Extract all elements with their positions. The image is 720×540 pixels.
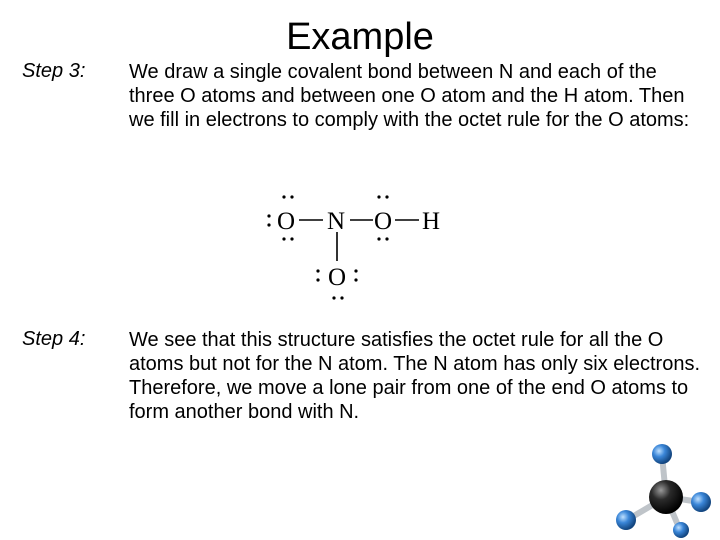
step-4-label: Step 4:	[22, 328, 86, 350]
atom-right-oxygen: O	[374, 208, 393, 235]
step-3-label: Step 3:	[22, 60, 86, 82]
molecule-model-icon	[604, 440, 714, 538]
model-atom-center	[649, 480, 683, 514]
model-atom-left	[616, 510, 636, 530]
lewis-structure-diagram	[255, 184, 455, 304]
model-atom-right	[691, 492, 711, 512]
step-3-text: We draw a single covalent bond between N and each of the three O atoms and between one O atom and the H atom. Then we fill in electrons to comply with the octet rule for the O atoms:	[129, 61, 690, 131]
atom-bottom-oxygen: O	[328, 264, 347, 291]
step-4-text: We see that this structure satisfies the octet rule for all the O atoms but not for the N atom. The N atom has only six electrons. Therefore, we move a lone pair from one of the end O atoms to form another bond with N.	[129, 329, 701, 423]
atom-hydrogen: H	[422, 208, 441, 235]
atom-left-oxygen: O	[277, 208, 296, 235]
model-atom-top	[652, 444, 672, 464]
single-bonds	[299, 220, 419, 261]
slide-title: Example	[286, 16, 434, 58]
model-atom-bottom	[673, 522, 689, 538]
atom-nitrogen: N	[327, 208, 346, 235]
